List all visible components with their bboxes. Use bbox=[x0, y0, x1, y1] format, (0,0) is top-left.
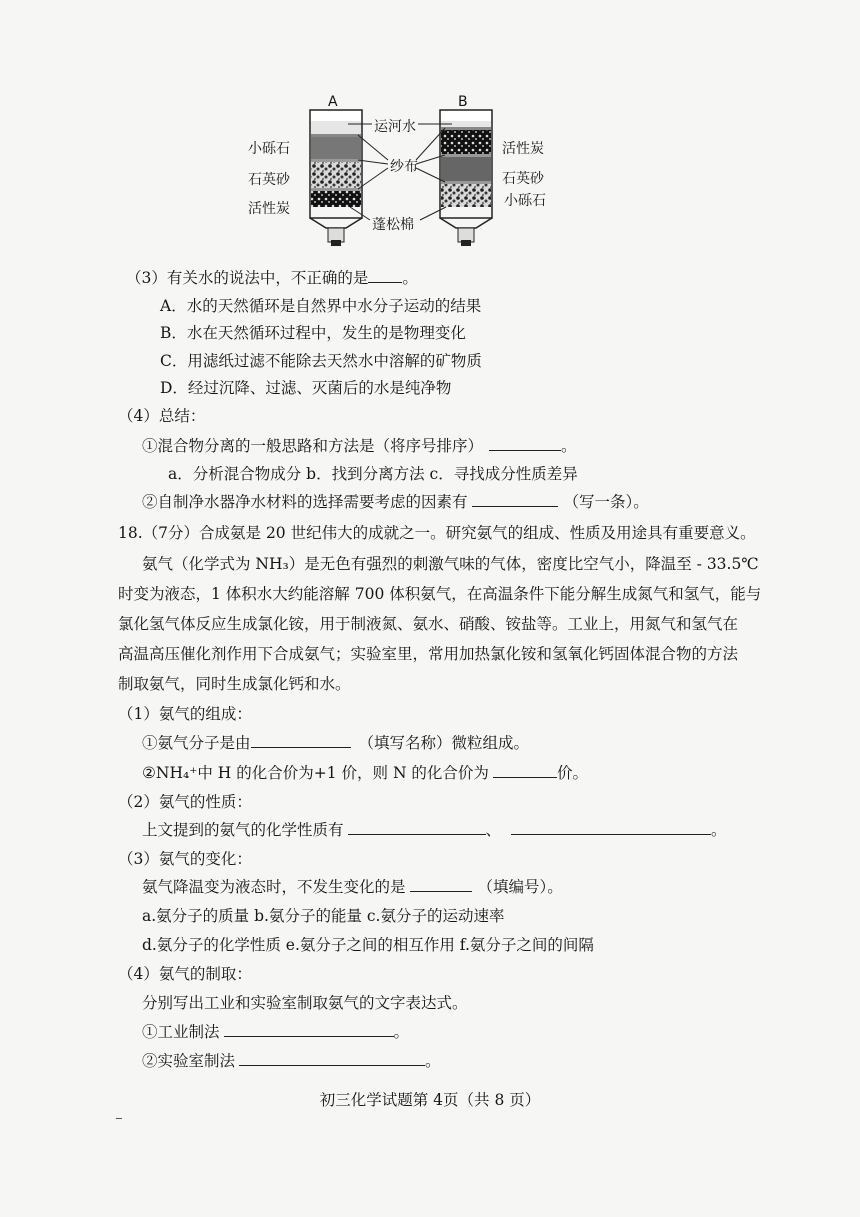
q4-choices: a．分析混合物成分 b．找到分离方法 c．寻找成分性质差异 bbox=[168, 465, 578, 483]
q4-item2-text: ②自制净水器净水材料的选择需要考虑的因素有 bbox=[142, 493, 468, 511]
q3-option-b: B．水在天然循环过程中，发生的是物理变化 bbox=[160, 324, 466, 342]
canal-water-label: 运河水 bbox=[374, 119, 416, 135]
q18-s1-a-end: （填写名称）微粒组成。 bbox=[358, 734, 530, 752]
b-layer-1: 活性炭 bbox=[502, 141, 544, 157]
q18-s3-a bbox=[142, 877, 563, 897]
q18-s4-b-blank[interactable] bbox=[224, 1022, 394, 1037]
q18-s1-a-blank[interactable] bbox=[251, 733, 351, 748]
q18-para-3: 氯化氢气体反应生成氯化铵，用于制液氮、氨水、硝酸、铵盐等。工业上，用氮气和氢气在 bbox=[118, 615, 739, 633]
q18-s4-b-end: 。 bbox=[393, 1023, 410, 1041]
q18-s1-a-text: ①氨气分子是由 bbox=[142, 734, 251, 752]
q18-heading: 18.（7分）合成氨是 20 世纪伟大的成就之一。研究氨气的组成、性质及用途具有重要意义。 bbox=[118, 524, 756, 542]
label-a: A bbox=[328, 94, 338, 110]
q4-item2-end: （写一条）。 bbox=[563, 493, 649, 511]
q18-s3-blank[interactable] bbox=[410, 877, 472, 892]
q3-option-d: D．经过沉降、过滤、灭菌后的水是纯净物 bbox=[160, 379, 452, 397]
q4-item2 bbox=[142, 492, 649, 512]
q3-end: 。 bbox=[402, 269, 418, 287]
q4-item1-end: 。 bbox=[561, 437, 577, 455]
a-layer-3: 活性炭 bbox=[248, 201, 290, 217]
q3-stem bbox=[126, 268, 418, 288]
q18-s2-a bbox=[142, 820, 727, 840]
q18-s4-b bbox=[142, 1022, 409, 1042]
q18-s2-blank-2[interactable] bbox=[511, 820, 711, 835]
q18-s2-end: 。 bbox=[711, 821, 727, 839]
page-footer: 初三化学试题第 4页（共 8 页） bbox=[319, 1091, 541, 1109]
q18-para-2: 时变为液态，1 体积水大约能溶解 700 体积氨气，在高温条件下能分解生成氮气和氢气，能与 bbox=[118, 585, 762, 603]
q18-para-1: 氨气（化学式为 NH₃）是无色有强烈的刺激气味的气体，密度比空气小，降温至 - 33.5℃ bbox=[142, 555, 759, 573]
q18-s3-title: （3）氨气的变化： bbox=[118, 850, 252, 868]
q18-s4-c-end: 。 bbox=[425, 1052, 441, 1070]
q18-s2-sep: 、 bbox=[485, 821, 502, 839]
q18-para-5: 制取氨气，同时生成氯化钙和水。 bbox=[118, 675, 351, 693]
a-layer-1: 小砾石 bbox=[248, 141, 290, 157]
q18-para-4: 高温高压催化剂作用下合成氨气；实验室里，常用加热氯化铵和氢氧化钙固体混合物的方法 bbox=[118, 645, 739, 663]
q18-s3-options-1: a.氨分子的质量 b.氨分子的能量 c.氨分子的运动速率 bbox=[142, 907, 505, 925]
b-layer-3: 小砾石 bbox=[504, 193, 546, 209]
q4-title: （4）总结： bbox=[118, 407, 206, 425]
q3-answer-blank[interactable] bbox=[368, 268, 402, 283]
q18-s1-b bbox=[142, 763, 588, 783]
device-a bbox=[310, 110, 362, 246]
q18-s4-c bbox=[142, 1051, 441, 1071]
q18-s4-c-blank[interactable] bbox=[239, 1051, 425, 1066]
q18-s1-b-text: ②NH₄⁺中 H 的化合价为+1 价，则 N 的化合价为 bbox=[142, 764, 489, 782]
q3-stem-text: （3）有关水的说法中，不正确的是 bbox=[126, 269, 369, 287]
q4-item1 bbox=[142, 436, 577, 456]
water-filter-figure bbox=[240, 92, 590, 252]
q18-s2-blank-1[interactable] bbox=[348, 820, 486, 835]
label-b: B bbox=[458, 94, 468, 110]
q18-s1-a bbox=[142, 733, 529, 753]
q18-s3-a-end: （填编号）。 bbox=[477, 878, 563, 896]
gauze-label: 纱布 bbox=[390, 159, 418, 175]
b-layer-2: 石英砂 bbox=[502, 171, 544, 187]
margin-mark bbox=[116, 1118, 122, 1119]
q18-s2-title: （2）氨气的性质： bbox=[118, 793, 252, 811]
q18-s3-options-2: d.氨分子的化学性质 e.氨分子之间的相互作用 f.氨分子之间的间隔 bbox=[142, 936, 594, 954]
q3-option-c: C．用滤纸过滤不能除去天然水中溶解的矿物质 bbox=[160, 352, 482, 370]
q18-s1-title: （1）氨气的组成： bbox=[118, 705, 252, 723]
q18-s1-b-blank[interactable] bbox=[493, 763, 557, 778]
q18-s4-b-text: ①工业制法 bbox=[142, 1023, 220, 1041]
q3-option-a: A．水的天然循环是自然界中水分子运动的结果 bbox=[160, 297, 482, 315]
q18-s4-a: 分别写出工业和实验室制取氨气的文字表达式。 bbox=[142, 994, 468, 1012]
q18-s4-title: （4）氨气的制取： bbox=[118, 965, 252, 983]
q4-item1-text: ①混合物分离的一般思路和方法是（将序号排序） bbox=[142, 437, 484, 455]
q18-s1-b-end: 价。 bbox=[556, 764, 588, 782]
q18-s2-a-text: 上文提到的氨气的化学性质有 bbox=[142, 821, 344, 839]
q18-s3-a-text: 氨气降温变为液态时，不发生变化的是 bbox=[142, 878, 406, 896]
q4-item1-blank[interactable] bbox=[489, 436, 561, 451]
q4-item2-blank[interactable] bbox=[472, 492, 558, 507]
device-b bbox=[440, 110, 492, 246]
q18-s4-c-text: ②实验室制法 bbox=[142, 1052, 236, 1070]
a-layer-2: 石英砂 bbox=[248, 172, 290, 188]
cotton-label: 蓬松棉 bbox=[372, 217, 414, 233]
